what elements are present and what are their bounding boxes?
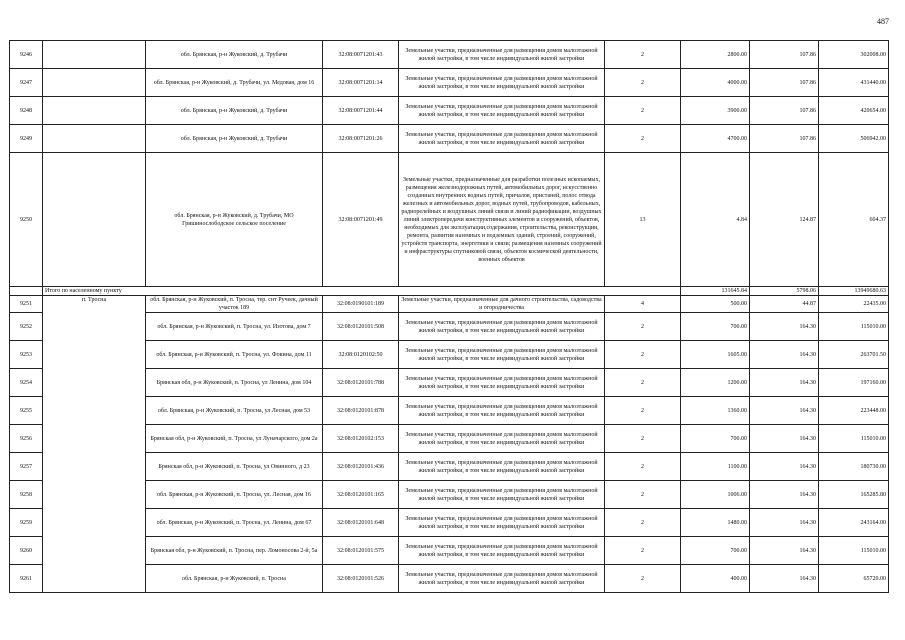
group-cell: 2 [605,509,681,537]
cadastral-number-cell: 32:08:0120101:508 [323,313,399,341]
page-number: 487 [877,17,889,26]
cadastral-number-cell: 32:08:0071201:26 [323,125,399,153]
specific-value-cell: 164.30 [750,565,819,593]
cadastral-number-cell: 32:08:0190101:189 [323,296,399,313]
total-area: 131645.84 [681,287,750,296]
cadastral-value-cell: 302008.00 [819,41,889,69]
land-use-cell: Земельные участки, предназначенные для размещения домов малоэтажной жилой застройки, в том числе индивидуальной жилой застройки [399,41,605,69]
cadastral-value-cell: 65720.00 [819,565,889,593]
address-cell: обл. Брянская, р-н Жуковский, д. Трубачи [146,97,323,125]
land-use-cell: Земельные участки, предназначенные для размещения домов малоэтажной жилой застройки, в том числе индивидуальной жилой застройки [399,565,605,593]
specific-value-cell: 107.86 [750,125,819,153]
address-cell: обл. Брянская, р-н Жуковский, п. Тросна, ул. Фокина, дом 11 [146,341,323,369]
table-row [10,41,889,69]
specific-value-cell: 124.87 [750,153,819,287]
specific-value-cell: 164.30 [750,341,819,369]
row-number: 9248 [10,97,43,125]
land-use-cell: Земельные участки, предназначенные для размещения домов малоэтажной жилой застройки, в том числе индивидуальной жилой застройки [399,341,605,369]
address-cell: обл. Брянская, р-н Жуковский, п. Тросна, ул. Изотова, дом 7 [146,313,323,341]
address-cell: обл. Брянская, р-н Жуковский, д. Трубачи [146,41,323,69]
cadastral-value-cell: 22435.00 [819,296,889,313]
locality-cell [43,153,146,287]
total-cadastral-value: 13949680.63 [819,287,889,296]
cadastral-number-cell: 32:08:0120101:575 [323,537,399,565]
group-cell: 2 [605,397,681,425]
specific-value-cell: 164.30 [750,537,819,565]
cadastral-value-cell: 420654.00 [819,97,889,125]
area-cell: 1605.00 [681,341,750,369]
specific-value-cell: 164.30 [750,397,819,425]
row-number: 9253 [10,341,43,369]
cadastral-value-cell: 180730.00 [819,453,889,481]
address-cell: Брянская обл, р-н Жуковский, п. Тросна, ул Луначарского, дом 2а [146,425,323,453]
area-cell: 700.00 [681,425,750,453]
cadastral-value-cell: 115010.00 [819,425,889,453]
specific-value-cell: 107.86 [750,69,819,97]
group-cell: 2 [605,41,681,69]
area-cell: 1360.00 [681,397,750,425]
row-number: 9252 [10,313,43,341]
group-cell: 2 [605,313,681,341]
area-cell: 700.00 [681,313,750,341]
row-number: 9246 [10,41,43,69]
land-use-cell: Земельные участки, предназначенные для размещения домов малоэтажной жилой застройки, в том числе индивидуальной жилой застройки [399,69,605,97]
area-cell: 1100.00 [681,453,750,481]
row-number: 9247 [10,69,43,97]
specific-value-cell: 164.30 [750,481,819,509]
total-specific-value: 5798.06 [750,287,819,296]
specific-value-cell: 164.30 [750,509,819,537]
row-number: 9249 [10,125,43,153]
group-cell: 2 [605,341,681,369]
group-cell: 2 [605,69,681,97]
cadastral-value-cell: 115010.00 [819,537,889,565]
cadastral-number-cell: 32:08:0071201:14 [323,69,399,97]
address-cell: обл. Брянская, р-н Жуковский, п. Тросна, тер. снт Ручеек, дачный участок 189 [146,296,323,313]
address-cell: Брянская обл, р-н Жуковский, п. Тросна, пер. Ломоносова 2-й, 5а [146,537,323,565]
cadastral-number-cell: 32:08:0120101:648 [323,509,399,537]
table-row [10,125,889,153]
land-use-cell: Земельные участки, предназначенные для размещения домов малоэтажной жилой застройки, в том числе индивидуальной жилой застройки [399,481,605,509]
area-cell: 4.84 [681,153,750,287]
table-row [10,153,889,287]
total-label: Итого по населенному пункту [43,287,681,296]
land-use-cell: Земельные участки, предназначенные для размещения домов малоэтажной жилой застройки, в том числе индивидуальной жилой застройки [399,369,605,397]
cadastral-number-cell: 32:08:0071201:43 [323,41,399,69]
address-cell: обл. Брянская, р-н Жуковский, п. Тросна [146,565,323,593]
row-number: 9258 [10,481,43,509]
table-row [10,69,889,97]
address-cell: обл. Брянская, р-н Жуковский, д. Трубачи, МО Гришинослободское сельское поселение [146,153,323,287]
land-use-cell: Земельные участки, предназначенные для размещения домов малоэтажной жилой застройки, в том числе индивидуальной жилой застройки [399,97,605,125]
cadastral-value-cell: 115010.00 [819,313,889,341]
address-cell: обл. Брянская, р-н Жуковский, п. Тросна, ул. Лесная, дом 16 [146,481,323,509]
row-number: 9261 [10,565,43,593]
row-number [10,287,43,296]
address-cell: обл. Брянская, р-н Жуковский, д. Трубачи [146,125,323,153]
row-number: 9256 [10,425,43,453]
cadastral-number-cell: 32:08:0120102:153 [323,425,399,453]
cadastral-number-cell: 32:08:0120101:878 [323,397,399,425]
area-cell: 700.00 [681,537,750,565]
land-use-cell: Земельные участки, предназначенные для размещения домов малоэтажной жилой застройки, в том числе индивидуальной жилой застройки [399,425,605,453]
row-number: 9257 [10,453,43,481]
area-cell: 1200.00 [681,369,750,397]
land-use-cell: Земельные участки, предназначенные для разработки полезных ископаемых, размещения железнодорожных путей, автомобильных дорог, искусственно созданных внутренних водных путей, причалов, пристаней, полос отвода железных и автомобильных дорог, водных путей, трубопроводов, кабельных, радиорелейных и воздушных линий связи и линий радиофикации, воздушных линий электропередачи конструктивных элементов и сооружений, объектов, необходимых для эксплуатации,содержания, строительства, реконструкции, ремонта, развития наземных и подземных зданий, строений, сооружений, устройств транспорта, энергетики и связи; размещения наземных сооружений и инфраструктуры спутниковой связи, объектов космической деятельности, военных объектов [399,153,605,287]
address-cell: обл. Брянская, р-н Жуковский, п. Тросна, ул. Ленина, дом 67 [146,509,323,537]
cadastral-value-cell: 197160.00 [819,369,889,397]
land-use-cell: Земельные участки, предназначенные для размещения домов малоэтажной жилой застройки, в том числе индивидуальной жилой застройки [399,397,605,425]
table-row [10,97,889,125]
locality-cell: п. Тросна [43,296,146,593]
group-cell: 2 [605,125,681,153]
group-cell: 2 [605,481,681,509]
specific-value-cell: 44.87 [750,296,819,313]
land-use-cell: Земельные участки, предназначенные для размещения домов малоэтажной жилой застройки, в том числе индивидуальной жилой застройки [399,125,605,153]
area-cell: 3900.00 [681,97,750,125]
specific-value-cell: 107.86 [750,41,819,69]
address-cell: обл. Брянская, р-н Жуковский, п. Тросна, ул Лесная, дом 53 [146,397,323,425]
group-cell: 2 [605,369,681,397]
row-number: 9260 [10,537,43,565]
group-cell: 2 [605,565,681,593]
locality-cell [43,41,146,69]
row-number: 9259 [10,509,43,537]
row-number: 9251 [10,296,43,313]
specific-value-cell: 164.30 [750,369,819,397]
row-number: 9254 [10,369,43,397]
address-cell: Брянская обл, р-н Жуковский, п. Тросна, ул Овинного, д 23 [146,453,323,481]
land-use-cell: Земельные участки, предназначенные для размещения домов малоэтажной жилой застройки, в том числе индивидуальной жилой застройки [399,509,605,537]
area-cell: 1480.00 [681,509,750,537]
specific-value-cell: 164.30 [750,313,819,341]
address-cell: Брянская обл, р-н Жуковский, п. Тросна, ул Ленина, дом 104 [146,369,323,397]
specific-value-cell: 164.30 [750,425,819,453]
cadastral-value-cell: 506942.00 [819,125,889,153]
cadastral-value-cell: 431440.00 [819,69,889,97]
cadastral-number-cell: 32:08:0120102:50 [323,341,399,369]
cadastral-number-cell: 32:08:0120101:436 [323,453,399,481]
cadastral-number-cell: 32:08:0120101:165 [323,481,399,509]
address-cell: обл. Брянская, р-н Жуковский, д. Трубачи, ул. Медовая, дом 16 [146,69,323,97]
cadastral-value-cell: 263701.50 [819,341,889,369]
land-use-cell: Земельные участки, предназначенные для дачного строительства, садоводства и огородничества [399,296,605,313]
cadastral-value-cell: 243164.00 [819,509,889,537]
cadastral-value-cell: 604.37 [819,153,889,287]
table-row [10,296,889,313]
group-cell: 2 [605,453,681,481]
area-cell: 2800.00 [681,41,750,69]
land-use-cell: Земельные участки, предназначенные для размещения домов малоэтажной жилой застройки, в том числе индивидуальной жилой застройки [399,537,605,565]
total-row [10,287,889,296]
cadastral-number-cell: 32:08:0071201:49 [323,153,399,287]
group-cell: 2 [605,425,681,453]
area-cell: 4000.00 [681,69,750,97]
cadastral-number-cell: 32:08:0120101:788 [323,369,399,397]
land-use-cell: Земельные участки, предназначенные для размещения домов малоэтажной жилой застройки, в том числе индивидуальной жилой застройки [399,313,605,341]
cadastral-value-cell: 223448.00 [819,397,889,425]
locality-cell [43,97,146,125]
locality-cell [43,69,146,97]
group-cell: 4 [605,296,681,313]
specific-value-cell: 107.86 [750,97,819,125]
cadastral-number-cell: 32:08:0071201:44 [323,97,399,125]
area-cell: 400.00 [681,565,750,593]
land-use-cell: Земельные участки, предназначенные для размещения домов малоэтажной жилой застройки, в том числе индивидуальной жилой застройки [399,453,605,481]
row-number: 9255 [10,397,43,425]
cadastral-value-table [9,40,889,593]
group-cell: 2 [605,97,681,125]
area-cell: 1006.00 [681,481,750,509]
cadastral-value-cell: 165285.80 [819,481,889,509]
row-number: 9250 [10,153,43,287]
specific-value-cell: 164.30 [750,453,819,481]
cadastral-number-cell: 32:08:0120101:526 [323,565,399,593]
group-cell: 13 [605,153,681,287]
area-cell: 500.00 [681,296,750,313]
locality-cell [43,125,146,153]
area-cell: 4700.00 [681,125,750,153]
group-cell: 2 [605,537,681,565]
